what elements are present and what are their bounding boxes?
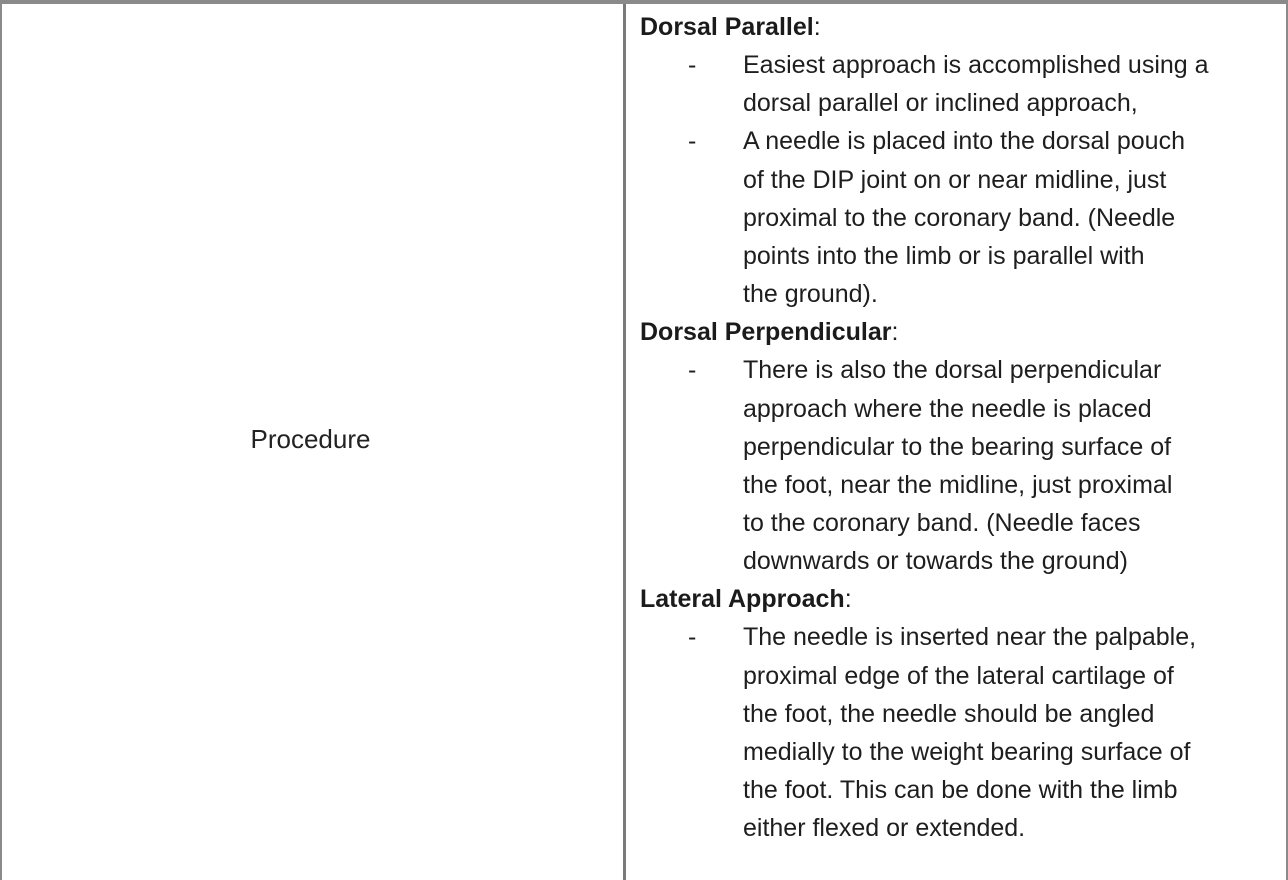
bullet-line: proximal to the coronary band. (Needle [743,203,1176,232]
section-lateral-approach [640,580,1286,847]
section-heading-colon: : [844,585,852,614]
procedure-label: Procedure [250,423,371,454]
bullet-line: either flexed or extended. [743,814,1026,843]
bullet-line: The needle is inserted near the palpable, [743,623,1197,652]
bullet-line: to the coronary band. (Needle faces [743,509,1141,538]
section-heading [640,8,1286,46]
bullet-line: the ground). [743,280,878,309]
bullet-line: A needle is placed into the dorsal pouch [743,127,1185,156]
bullet-line: the foot, near the midline, just proximal [743,470,1173,499]
bullet-line: There is also the dorsal perpendicular [743,356,1162,385]
bullet-line: medially to the weight bearing surface of [743,738,1191,766]
bullet-text [743,46,1286,122]
bullet-line: approach where the needle is placed [743,394,1152,423]
bullet-dash: - [688,51,697,79]
procedure-content-cell [626,4,1286,880]
section-heading-title: Dorsal Parallel [640,13,814,41]
bullet-line: the foot, the needle should be angled [743,699,1155,728]
bullet-line: of the DIP joint on or near midline, just [743,165,1167,194]
bullet-text [743,351,1286,580]
bullet-line: dorsal parallel or inclined approach, [743,89,1138,118]
bullet-dash: - [688,356,697,385]
section-heading [640,313,1286,351]
section-dorsal-perpendicular [640,313,1286,580]
bullet-line: perpendicular to the bearing surface of [743,432,1172,461]
bullet-line: the foot. This can be done with the limb [743,776,1178,805]
bullet-item [640,618,1286,847]
bullet-line: downwards or towards the ground) [743,547,1128,576]
procedure-label-cell [2,4,626,880]
section-heading [640,580,1286,618]
bullet-line: points into the limb or is parallel with [743,241,1145,270]
section-heading-colon: : [813,13,821,41]
bullet-line: Easiest approach is accomplished using a [743,51,1209,79]
bullet-item [640,122,1286,313]
bullet-item [640,351,1286,580]
bullet-text [743,122,1286,313]
bullet-text [743,618,1286,847]
bullet-dash: - [688,127,697,156]
section-heading-colon: : [891,318,899,347]
bullet-item [640,46,1286,122]
section-heading-title: Lateral Approach [640,585,845,614]
bullet-dash: - [688,623,697,652]
section-dorsal-parallel [640,8,1286,313]
section-heading-title: Dorsal Perpendicular [640,318,892,347]
bullet-line: proximal edge of the lateral cartilage of [743,661,1174,690]
